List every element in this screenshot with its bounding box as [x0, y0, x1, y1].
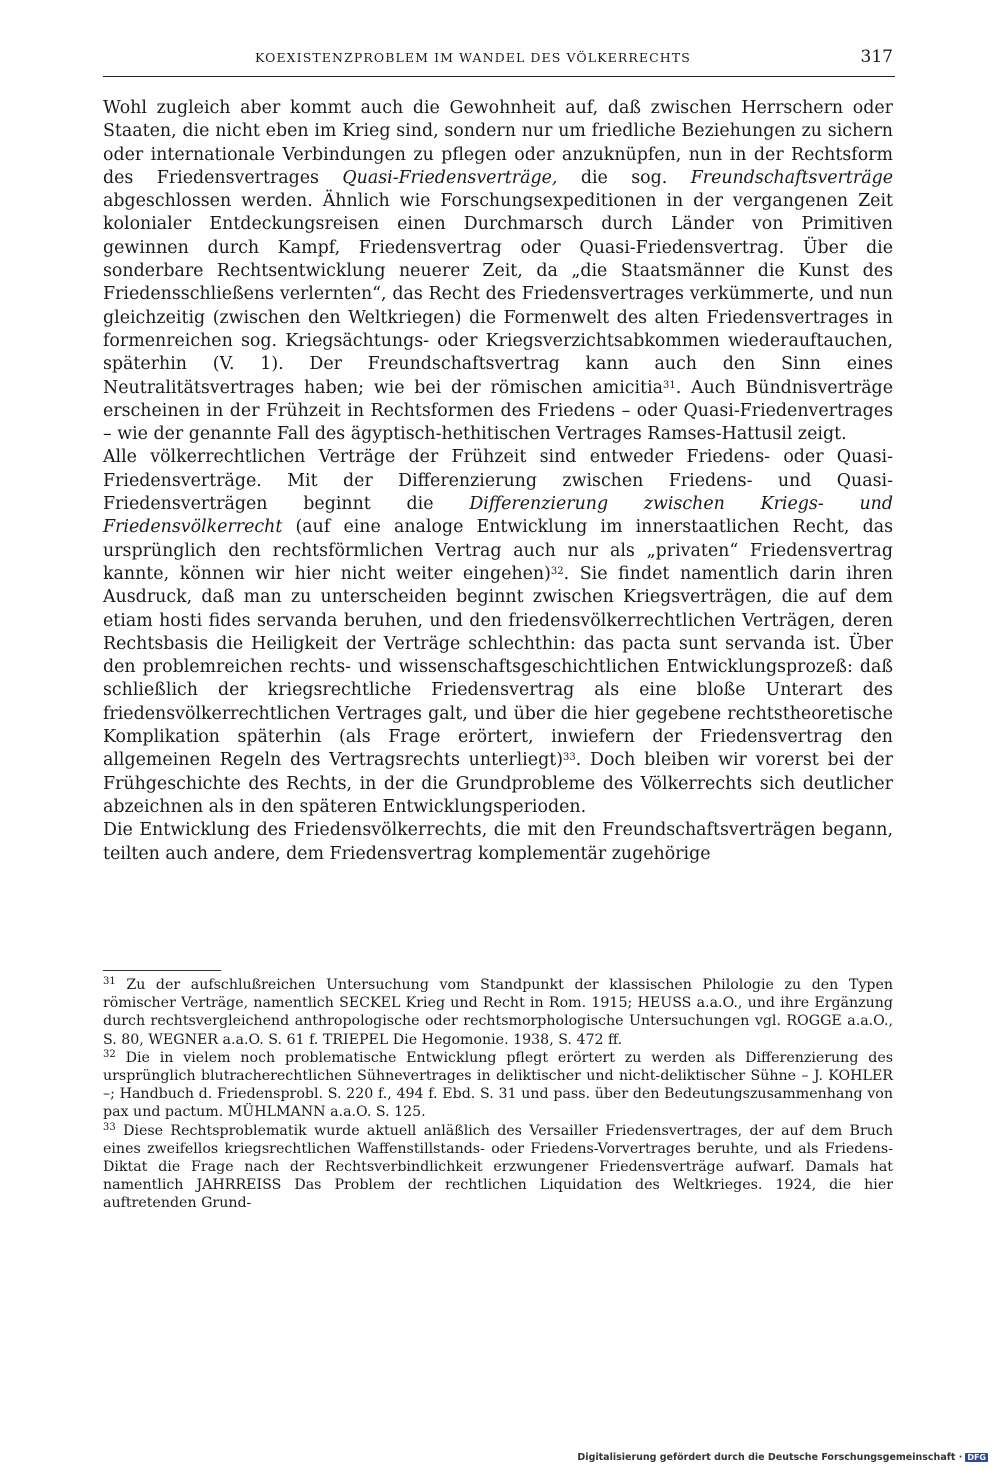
- paragraph-3: Die Entwicklung des Friedensvölkerrechts, die mit den Freundschaftsverträgen begann, teilten auch andere, dem Friedensvertrag komplementär zugehörige: [103, 820, 893, 864]
- footnote-ref-31: 31: [663, 379, 676, 391]
- text-span: . Auch Bündnisverträge erscheinen in der Frühzeit in Rechtsformen des Friedens – oder Quasi-Friedenvertrages – wie der genannte Fall des ägyptisch-hethitischen Vertrages Ramses-Hattusil zeigt.: [103, 377, 893, 445]
- footnote-divider: [103, 970, 221, 971]
- footnote-number: 32: [103, 1048, 116, 1060]
- italic-term: Quasi-Friedensverträge,: [342, 167, 558, 188]
- paragraph-1: [103, 97, 893, 446]
- running-title: KOEXISTENZPROBLEM IM WANDEL DES VÖLKERRECHTS: [255, 50, 691, 65]
- page-number: 317: [860, 47, 893, 67]
- footnote-text: Diese Rechtsproblematik wurde aktuell anläßlich des Versailler Friedensvertrages, der auf dem Bruch eines zweifellos kriegsrechtlichen Waffenstillstands- oder Friedens-Vorvertrages beruhte, und als Friedens-Diktat die Frage nach der Rechtsverbindlichkeit erzwungener Friedensverträge aufwarf. Damals hat namentlich JAHRREISS Das Problem der rechtlichen Liquidation des Weltkrieges. 1924, die hier auftretenden Grund-: [103, 1122, 893, 1212]
- footnote-32: [103, 1049, 893, 1122]
- dfg-logo: DFG: [967, 1453, 986, 1462]
- text-span: (auf eine analoge Entwicklung im innerstaatlichen Recht, das ursprünglich den rechtsförmlichen Vertrag auch nur als „privaten“ Friedensvertrag kannte, können wir hier nicht weiter eingehen): [103, 517, 893, 584]
- text-span: . Doch bleiben wir vorerst bei der Frühgeschichte des Rechts, in der die Grundprobleme des Völkerrechts sich deutlicher abzeichnen als in den späteren Entwicklungsperioden.: [103, 750, 893, 817]
- credit-text: Digitalisierung gefördert durch die Deutsche Forschungsgemeinschaft ·: [577, 1452, 963, 1463]
- footnote-ref-33: 33: [563, 752, 576, 764]
- main-text: [103, 97, 893, 866]
- footnote-ref-32: 32: [550, 565, 564, 577]
- footnote-33: [103, 1122, 893, 1213]
- footnote-text: Die in vielem noch problematische Entwicklung pflegt erörtert zu werden als Differenzierung des ursprünglich blutracherechtlichen Sühnevertrages in deliktischer und nicht-deliktischer Sühne – J. KOHLER –; Handbuch d. Friedensprobl. S. 220 f., 494 f. Ebd. S. 31 und pass. über den Bedeutungszusammenhang von pax und pactum. MÜHLMANN a.a.O. S. 125.: [103, 1049, 893, 1121]
- digitization-credit: [577, 1452, 988, 1463]
- footnote-31: [103, 976, 893, 1049]
- running-header: [103, 48, 895, 77]
- text-span: abgeschlossen werden. Ähnlich wie Forschungsexpeditionen in der vergangenen Zeit kolonialer Entdeckungsreisen einen Durchmarsch durch Länder von Primitiven gewinnen durch Kampf, Friedensvertrag oder Quasi-Friedensvertrag. Über die sonderbare Rechtsentwicklung neuerer Zeit, da „die Staatsmänner die Kunst des Friedensschließens verlernten“, das Recht des Friedensvertrages verkümmerte, und nun gleichzeitig (zwischen den Weltkriegen) die Formenwelt des alten Friedensvertrages in formenreichen sog. Kriegsächtungs- oder Kriegsverzichtsabkommen wiederauftauchen, späterhin (V. 1). Der Freundschaftsvertrag kann auch den Sinn eines Neutralitätsvertrages haben; wie bei der römischen amicitia: [103, 191, 893, 398]
- text-span: . Sie findet namentlich darin ihren Ausdruck, daß man zu unterscheiden beginnt zwischen Kriegsverträgen, die auf dem etiam hosti fides servanda beruhen, und den friedensvölkerrechtlichen Verträgen, deren Rechtsbasis die Heiligkeit der Verträge schlechthin: das pacta sunt servanda ist. Über den problemreichen rechts- und wissenschaftsgeschichtlichen Entwicklungsprozeß: daß schließlich der kriegsrechtliche Friedensvertrag als eine bloße Unterart des friedensvölkerrechtlichen Vertrages galt, und über die hier gegebene rechtstheoretische Komplikation späterhin (als Frage erörtert, inwiefern der Friedensvertrag den allgemeinen Regeln des Vertragsrechts unterliegt): [103, 563, 893, 771]
- text-span: Wohl zugleich aber kommt auch die Gewohnheit auf, daß zwischen Herrschern oder Staaten, die nicht eben im Krieg sind, sondern nur um friedliche Beziehungen zu sichern oder internationale Verbindungen zu pflegen oder anzuknüpfen, nun in der Rechtsform des Friedensvertrages: [103, 98, 893, 188]
- text-span: die sog.: [557, 167, 691, 188]
- italic-term: Differenzierung zwischen Kriegs- und Friedensvölkerrecht: [103, 494, 893, 538]
- footnotes: [103, 976, 893, 1213]
- footnote-number: 33: [103, 1121, 116, 1133]
- footnote-number: 31: [103, 976, 116, 987]
- paragraph-2: [103, 446, 893, 819]
- text-span: Alle völkerrechtlichen Verträge der Frühzeit sind entweder Friedens- oder Quasi-Friedensverträge. Mit der Differenzierung zwischen Friedens- und Quasi-Friedensverträgen beginnt die: [103, 447, 893, 515]
- footnote-text: Zu der aufschlußreichen Untersuchung vom Standpunkt der klassischen Philologie zu den Typen römischer Verträge, namentlich SECKEL Krieg und Recht in Rom. 1915; HEUSS a.a.O., und ihre Ergänzung durch rechtsvergleichend anthropologische oder rechtsmorphologische Untersuchungen vgl. ROGGE a.a.O., S. 80, WEGNER a.a.O. S. 61 f. TRIEPEL Die Hegomonie. 1938, S. 472 ff.: [103, 977, 893, 1048]
- italic-term: Freundschaftsverträge: [690, 167, 893, 188]
